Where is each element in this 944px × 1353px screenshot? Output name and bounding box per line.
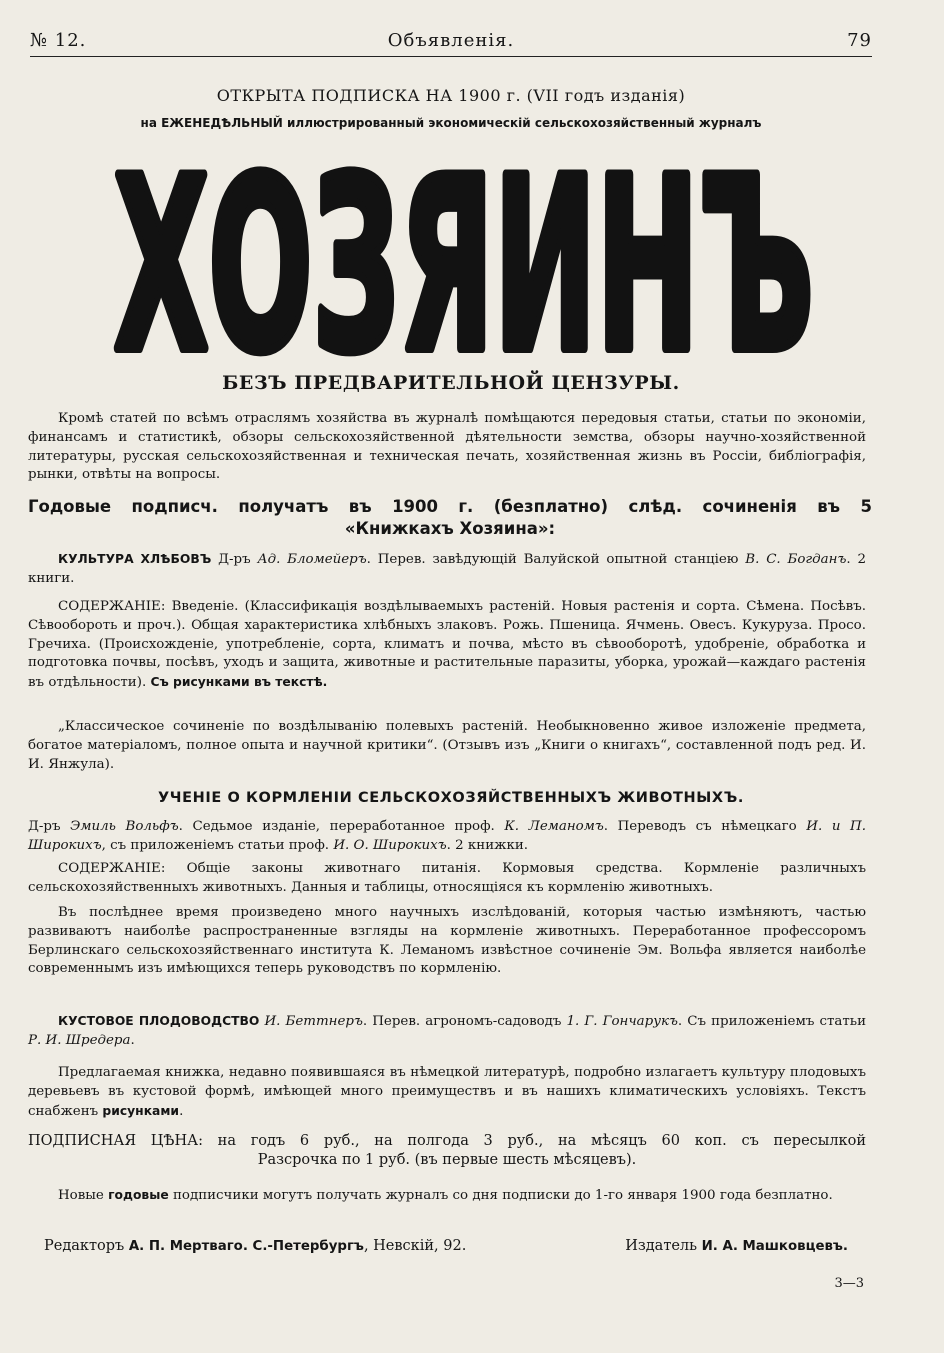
journal-description: на ЕЖЕНЕДѢЛЬНЫЙ иллюстрированный экономическій сельскохозяйственный журналъ (140, 116, 762, 130)
masthead-logo (104, 150, 824, 365)
editor-city: С.-Петербургъ (247, 1239, 364, 1254)
subscription-price (28, 1132, 866, 1170)
issue-number: № 12. (30, 30, 87, 51)
book1-review: „Классическое сочиненіе по воздѣлыванію полевыхъ растеній. Необыкновенно живое изложеніе предмета, богатое матеріаломъ, полное опыта и научной критики“. (Отзывъ изъ „Книги о книгахъ“, составленной подъ ред. И. И. Янжула). (28, 719, 866, 772)
book1-illustrations-note: Съ рисунками въ текстѣ. (150, 675, 328, 690)
book3-title: КУСТОВОЕ ПЛОДОВОДСТВО (58, 1014, 260, 1028)
book1-author: Ад. Бломейеръ (257, 552, 367, 567)
running-header (30, 30, 872, 56)
new-subscribers-note: Новые годовые подписчики могутъ получать журналъ со дня подписки до 1-го января 1900 года безплатно. (58, 1188, 833, 1203)
book3-citation: КУСТОВОЕ ПЛОДОВОДСТВО И. Беттнеръ. Перев. агрономъ-садоводъ 1. Г. Гончарукъ. Съ приложеніемъ статьи Р. И. Шредера. (28, 1014, 867, 1048)
publisher-imprint: Издатель И. А. Машковцевъ. (625, 1238, 848, 1254)
book1-translator: В. С. Богданъ (745, 552, 847, 567)
installment-line: Разсрочка по 1 руб. (въ первые шесть мѣсяцевъ). (257, 1151, 637, 1168)
book2-contents: СОДЕРЖАНІЕ: Общіе законы животнаго питанія. Кормовыя средства. Кормленіе различныхъ сельскохозяйственныхъ животныхъ. Данныя и таблицы, относящіяся къ кормленію животныхъ. (28, 861, 866, 895)
book2-author: Эмиль Вольфъ (70, 819, 179, 834)
issue-mark: 3—3 (834, 1276, 864, 1291)
book3-description: Предлагаемая книжка, недавно появившаяся въ нѣмецкой литературѣ, подробно излагаетъ культуру плодовыхъ деревьевъ въ кустовой формѣ, имѣющей много преимуществъ и въ нашихъ климатическихъ условіяхъ. Текстъ снабженъ рисунками. (28, 1065, 866, 1119)
general-contents: Кромѣ статей по всѣмъ отраслямъ хозяйства въ журналѣ помѣщаются передовыя статьи, статьи по экономіи, финансамъ и статистикѣ, обзоры сельскохозяйственной дѣятельности земства, обзоры научно-хозяйственной литературы, русская сельскохозяйственная и техническая печать, хозяйственная жизнь въ Россіи, библіографія, рынки, отвѣты на вопросы. (28, 411, 866, 483)
book2-editor: К. Леманомъ (504, 819, 604, 834)
header-rule (30, 56, 872, 57)
book1-title: КУЛЬТУРА ХЛѢБОВЪ (58, 552, 212, 566)
book3-author: И. Беттнеръ (264, 1014, 363, 1029)
masthead-title: ХОЗЯИНЪ (114, 150, 814, 365)
book2-citation: Д-ръ Эмиль Вольфъ. Седьмое изданіе, переработанное проф. К. Леманомъ. Переводъ съ нѣмецкаго И. и П. Широкихъ, съ приложеніемъ статьи проф. И. О. Широкихъ. 2 книжки. (28, 819, 866, 853)
editor-name: А. П. Мертваго. (128, 1239, 248, 1254)
annual-emphasis: годовые (108, 1188, 169, 1202)
book1-citation: КУЛЬТУРА ХЛѢБОВЪ Д-ръ Ад. Бломейеръ. Перев. завѣдующій Валуйской опытной станціею В. С. Богданъ. 2 книги. (28, 552, 866, 586)
book2-appendix-author: И. О. Широкихъ (333, 837, 447, 853)
page-number: 79 (847, 30, 872, 51)
book3-translator: 1. Г. Гончарукъ (566, 1014, 678, 1029)
censorship-notice: БЕЗЪ ПРЕДВАРИТЕЛЬНОЙ ЦЕНЗУРЫ. (222, 372, 680, 394)
book1-contents: СОДЕРЖАНІЕ: Введеніе. (Классификація воздѣлываемыхъ растеній. Новыя растенія и сорта. Сѣмена. Посѣвъ. Сѣвообороть и проч.). Общая характеристика хлѣбныхъ злаковъ. Рожь. Пшеница. Ячмень. Овесъ. Кукуруза. Просо. Гречиха. (Происхожденіе, употребленіе, сорта, климатъ и почва, мѣсто въ сѣвооборотѣ, удобреніе, обработка и подготовка почвы, посѣвъ, уходъ и защита, животные и растительные паразиты, уборка, урожай—каждаго растенія въ отдѣльности). Съ рисунками въ текстѣ. (28, 599, 866, 691)
price-line: ПОДПИСНАЯ ЦѢНА: на годъ 6 руб., на полгода 3 руб., на мѣсяцъ 60 коп. съ пересылкой (28, 1133, 866, 1149)
publisher-name: И. А. Машковцевъ. (701, 1239, 848, 1254)
annual-subscriber-offer (28, 496, 872, 540)
book2-translators: И. и П. Широкихъ (28, 819, 866, 853)
annual-offer-line1: Годовые подписч. получатъ въ 1900 г. (безплатно) слѣд. сочиненія въ 5 (28, 497, 872, 516)
section-title: Объявленія. (387, 30, 515, 51)
annual-offer-line2: «Книжкахъ Хозяина»: (344, 519, 556, 538)
book2-description: Въ послѣднее время произведено много научныхъ изслѣдованій, которыя частью измѣняютъ, частью развиваютъ наиболѣе распространенные взгляды на кормленіе животныхъ. Переработанное профессоромъ Берлинскаго сельскохозяйственнаго института К. Леманомъ извѣстное сочиненіе Эм. Вольфа является наиболѣе современнымъ изъ имѣющихся теперь руководствъ по кормленію. (28, 905, 866, 977)
subscription-announcement: ОТКРЫТА ПОДПИСКА НА 1900 г. (VII годъ изданія) (216, 86, 686, 105)
book3-illustrations-note: рисунками (102, 1103, 180, 1118)
book2-title: УЧЕНІЕ О КОРМЛЕНІИ СЕЛЬСКОХОЗЯЙСТВЕННЫХЪ ЖИВОТНЫХЪ. (158, 790, 744, 806)
masthead-title-art (104, 150, 824, 365)
editor-imprint: Редакторъ А. П. Мертваго. С.-Петербургъ, Невскій, 92. (44, 1238, 467, 1254)
book3-appendix-author: Р. И. Шредера (28, 1032, 131, 1048)
